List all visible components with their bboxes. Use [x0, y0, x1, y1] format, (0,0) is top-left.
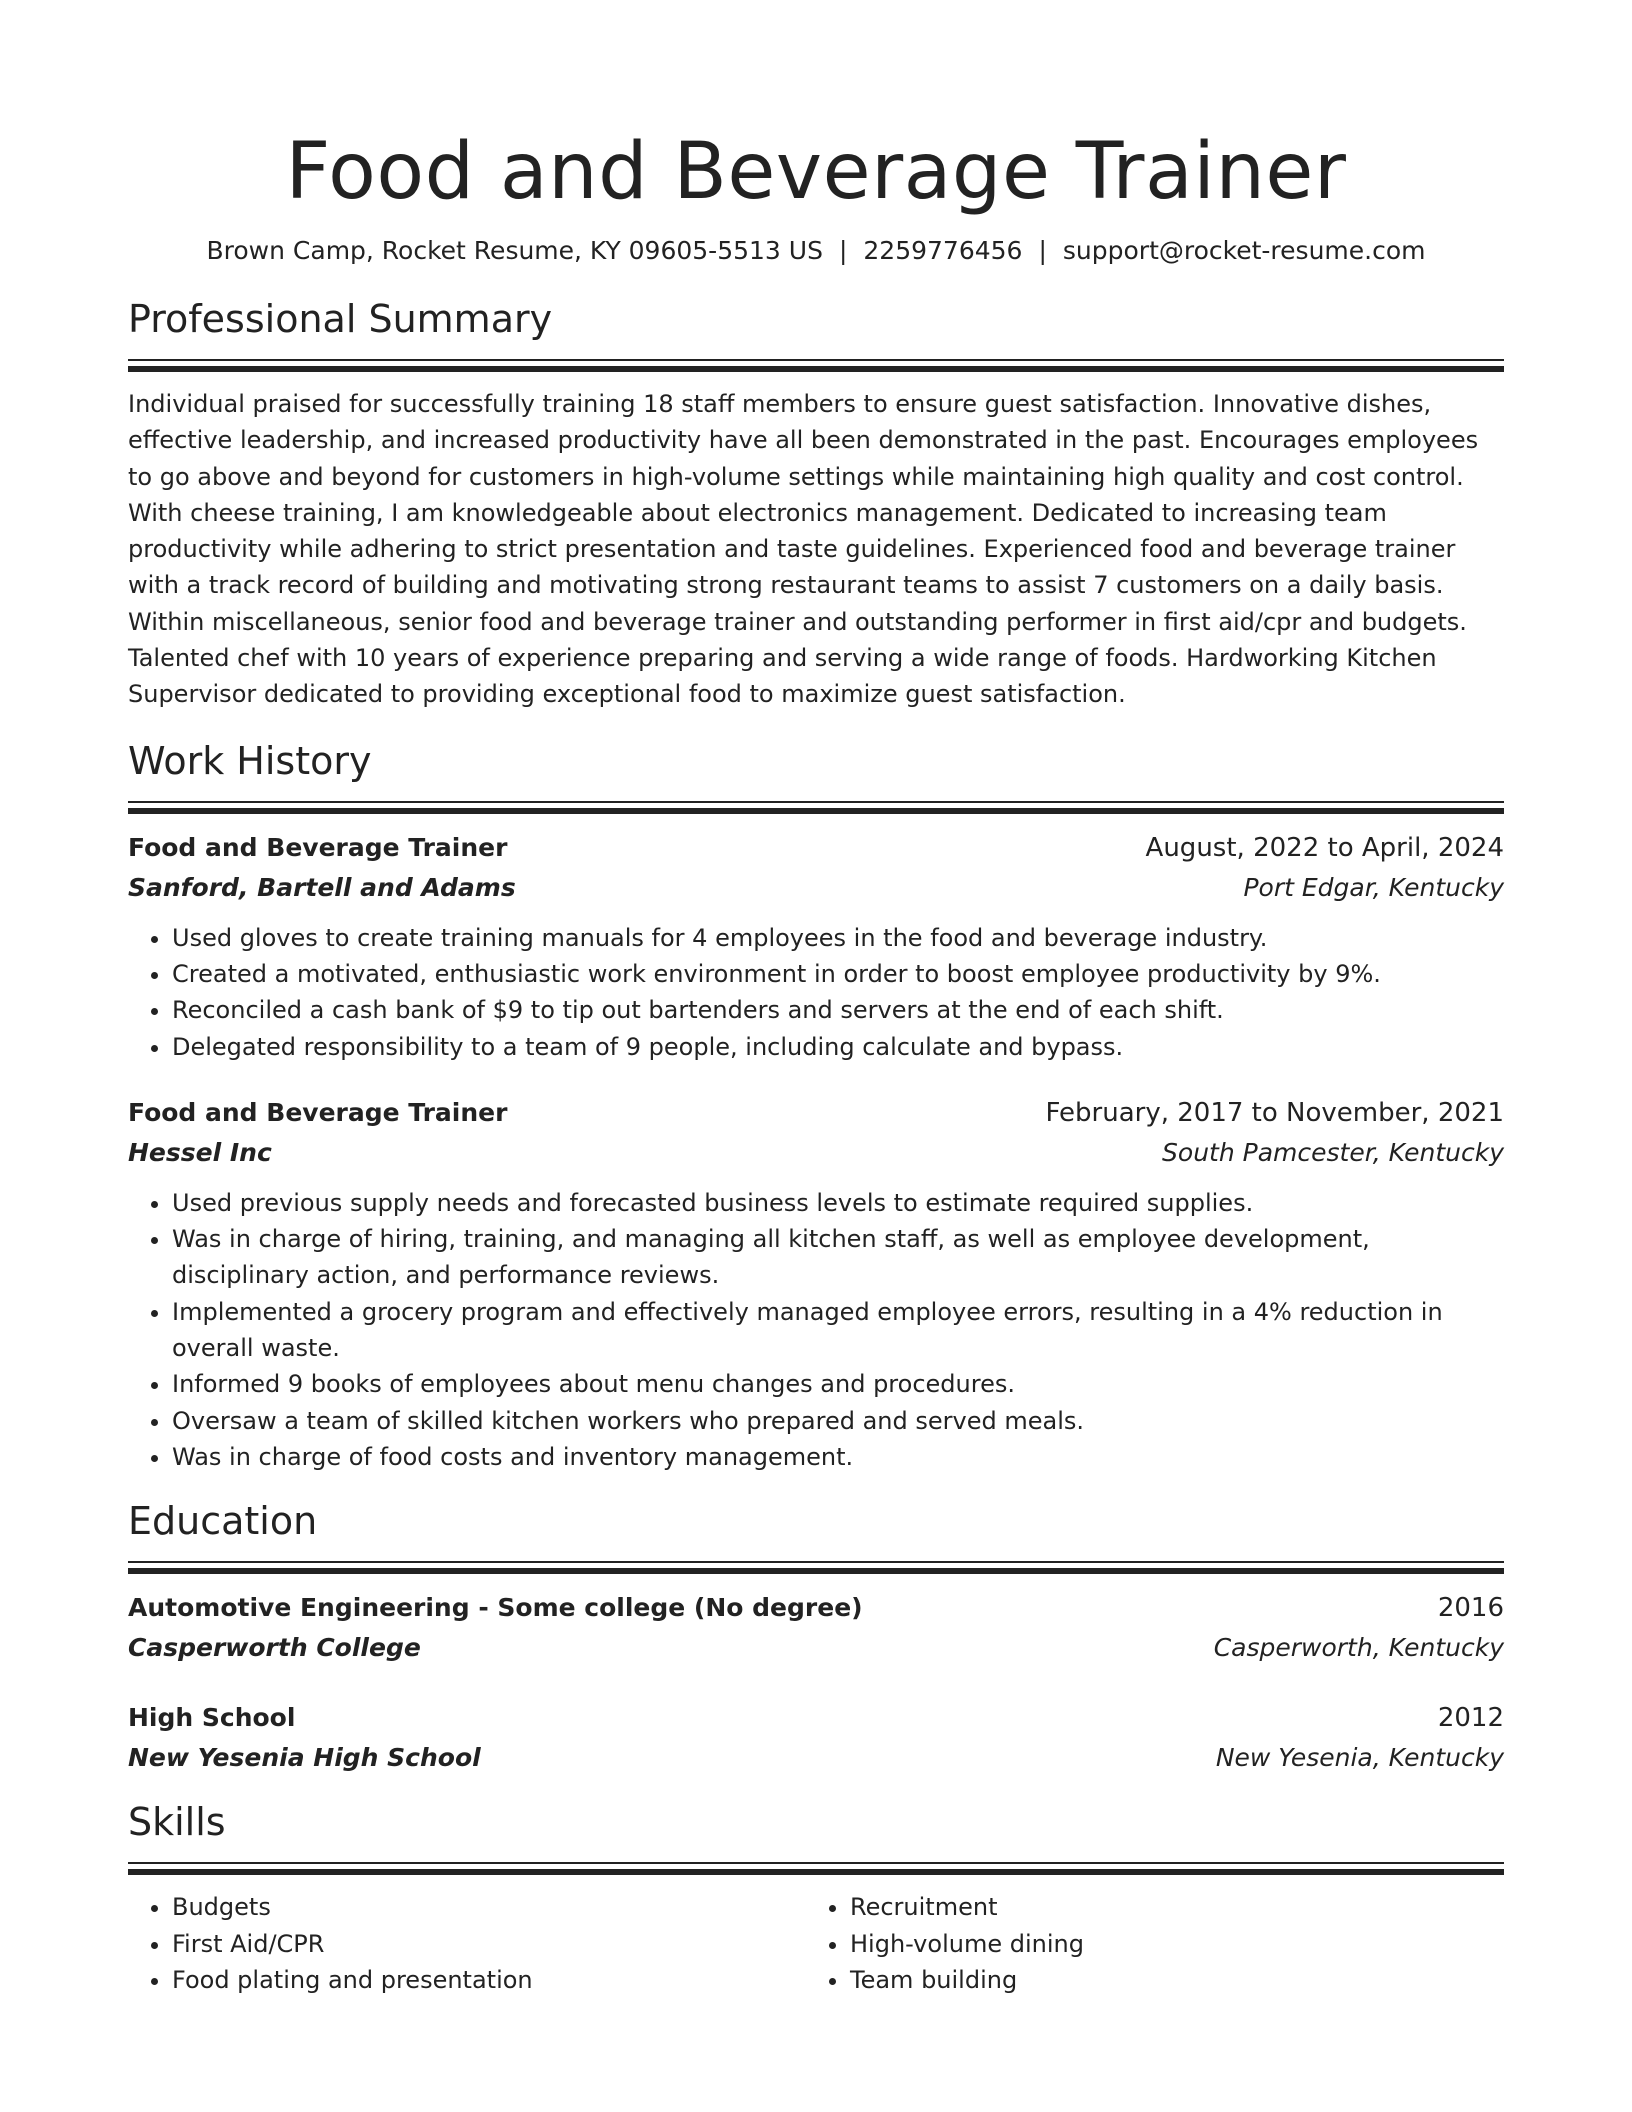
skills-heading: Skills	[128, 1800, 226, 1845]
skill-item: • First Aid/CPR	[172, 1926, 806, 1962]
education-entry	[128, 1588, 1504, 1668]
contact-address: Brown Camp, Rocket Resume, KY 09605-5513 US	[206, 236, 823, 265]
list-item: • Informed 9 books of employees about menu changes and procedures.	[172, 1366, 1504, 1402]
list-item: • Used gloves to create training manuals for 4 employees in the food and beverage industry.	[172, 920, 1504, 956]
education-org-row	[128, 1738, 1504, 1778]
contact-separator: |	[1038, 236, 1047, 265]
section-divider	[128, 1862, 1504, 1875]
skills-column-right	[806, 1889, 1484, 1998]
section-divider	[128, 801, 1504, 814]
skills-list	[128, 1889, 1504, 1998]
skills-section	[128, 1798, 1504, 1998]
job-title: Food and Beverage Trainer	[128, 1097, 508, 1127]
education-section	[128, 1497, 1504, 1778]
contact-email: support@rocket-resume.com	[1062, 236, 1426, 265]
candidate-name: Food and Beverage Trainer	[285, 127, 1347, 217]
job-dates: February, 2017 to November, 2021	[1045, 1097, 1504, 1128]
list-item: • Reconciled a cash bank of $9 to tip out bartenders and servers at the end of each shift.	[172, 992, 1504, 1028]
education-entry	[128, 1698, 1504, 1778]
skill-item: • Team building	[850, 1962, 1484, 1998]
education-header-row	[128, 1698, 1504, 1738]
list-item: • Was in charge of hiring, training, and managing all kitchen staff, as well as employee development, disciplinary action, and performance reviews.	[172, 1221, 1504, 1294]
skill-item: • Budgets	[172, 1889, 806, 1925]
list-item: • Created a motivated, enthusiastic work environment in order to boost employee productivity by 9%.	[172, 956, 1504, 992]
education-school: New Yesenia High School	[128, 1743, 481, 1773]
job-location: South Pamcester, Kentucky	[1162, 1137, 1504, 1167]
summary-section	[128, 295, 1504, 713]
job-bullets	[128, 920, 1504, 1065]
section-divider	[128, 1561, 1504, 1574]
education-school: Casperworth College	[128, 1633, 421, 1663]
job-org-row	[128, 868, 1504, 908]
job-company: Sanford, Bartell and Adams	[128, 872, 516, 902]
skill-item: • Food plating and presentation	[172, 1962, 806, 1998]
work-history-heading: Work History	[128, 738, 372, 783]
list-item: • Oversaw a team of skilled kitchen workers who prepared and served meals.	[172, 1403, 1504, 1439]
job-location: Port Edgar, Kentucky	[1243, 872, 1504, 902]
job-entry	[128, 828, 1504, 1065]
education-year: 2016	[1437, 1593, 1504, 1624]
resume-page	[128, 0, 1504, 1998]
contact-separator: |	[838, 236, 848, 265]
job-header-row	[128, 828, 1504, 868]
summary-text: Individual praised for successfully training 18 staff members to ensure guest satisfaction. Innovative dishes, effective leadership, and increased productivity have all been demonstrated in the past. Encourages employees to go above and beyond for customers in high-volume settings while maintaining high quality and cost control. With cheese training, I am knowledgeable about electronics management. Dedicated to increasing team productivity while adhering to strict presentation and taste guidelines. Experienced food and beverage trainer with a track record of building and motivating strong restaurant teams to assist 7 customers on a daily basis. Within miscellaneous, senior food and beverage trainer and outstanding performer in first aid/cpr and budgets. Talented chef with 10 years of experience preparing and serving a wide range of foods. Hardworking Kitchen Supervisor dedicated to providing exceptional food to maximize guest satisfaction.	[128, 390, 1479, 709]
list-item: • Delegated responsibility to a team of 9 people, including calculate and bypass.	[172, 1029, 1504, 1065]
education-location: New Yesenia, Kentucky	[1215, 1743, 1504, 1773]
education-header-row	[128, 1588, 1504, 1628]
job-org-row	[128, 1133, 1504, 1173]
job-title: Food and Beverage Trainer	[128, 832, 508, 862]
education-degree: Automotive Engineering - Some college (No degree)	[128, 1593, 863, 1623]
work-history-section	[128, 737, 1504, 1476]
education-location: Casperworth, Kentucky	[1213, 1633, 1504, 1663]
education-year: 2012	[1437, 1703, 1504, 1734]
skills-column-left	[128, 1889, 806, 1998]
list-item: • Implemented a grocery program and effectively managed employee errors, resulting in a 4% reduction in overall waste.	[172, 1294, 1504, 1367]
job-header-row	[128, 1093, 1504, 1133]
contact-phone: 2259776456	[863, 236, 1023, 265]
job-entry	[128, 1093, 1504, 1475]
list-item: • Used previous supply needs and forecasted business levels to estimate required supplies.	[172, 1185, 1504, 1221]
education-heading: Education	[128, 1499, 318, 1544]
summary-heading: Professional Summary	[128, 297, 553, 341]
skill-item: • Recruitment	[850, 1889, 1484, 1925]
contact-line	[128, 234, 1504, 268]
skill-item: • High-volume dining	[850, 1926, 1484, 1962]
education-org-row	[128, 1628, 1504, 1668]
job-dates: August, 2022 to April, 2024	[1145, 832, 1504, 863]
education-degree: High School	[128, 1703, 296, 1733]
section-divider	[128, 359, 1504, 372]
job-bullets	[128, 1185, 1504, 1475]
list-item: • Was in charge of food costs and inventory management.	[172, 1439, 1504, 1475]
job-company: Hessel Inc	[128, 1137, 272, 1167]
